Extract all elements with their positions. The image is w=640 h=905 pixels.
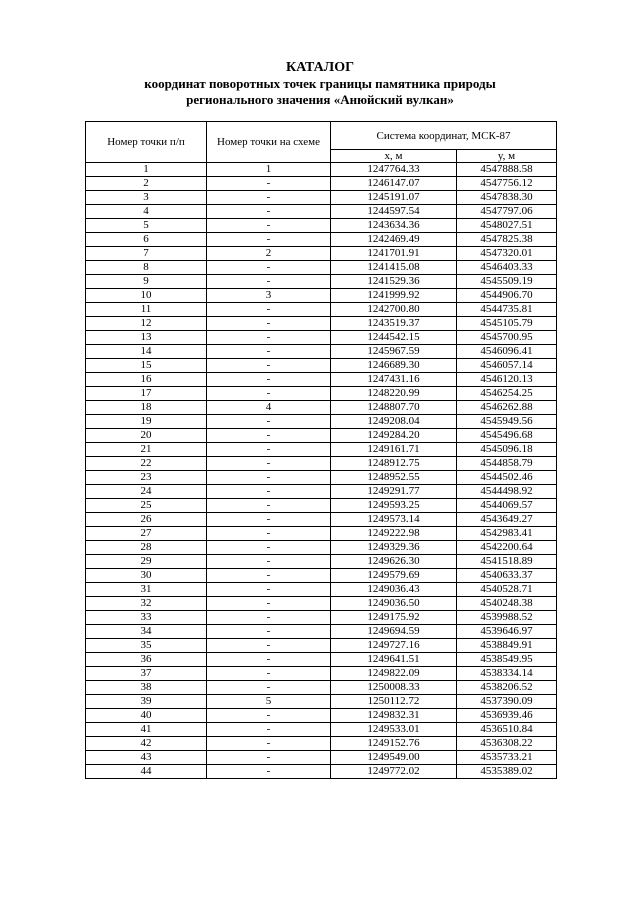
table-row: [86, 513, 557, 527]
cell-scheme-number: -: [207, 499, 331, 513]
table-row: [86, 163, 557, 177]
table-row: [86, 723, 557, 737]
cell-y: 4541518.89: [457, 555, 557, 569]
cell-x: 1241529.36: [331, 275, 457, 289]
cell-scheme-number: -: [207, 667, 331, 681]
cell-scheme-number: -: [207, 681, 331, 695]
cell-point-number: 25: [86, 499, 207, 513]
cell-x: 1246689.30: [331, 359, 457, 373]
cell-x: 1242700.80: [331, 303, 457, 317]
cell-y: 4545700.95: [457, 331, 557, 345]
table-row: [86, 457, 557, 471]
cell-point-number: 32: [86, 597, 207, 611]
cell-x: 1249036.43: [331, 583, 457, 597]
cell-x: 1249573.14: [331, 513, 457, 527]
table-header-row: [86, 122, 557, 150]
cell-point-number: 37: [86, 667, 207, 681]
cell-point-number: 5: [86, 219, 207, 233]
cell-x: 1249329.36: [331, 541, 457, 555]
cell-point-number: 27: [86, 527, 207, 541]
cell-y: 4544498.92: [457, 485, 557, 499]
cell-scheme-number: -: [207, 471, 331, 485]
cell-x: 1241999.92: [331, 289, 457, 303]
cell-y: 4544735.81: [457, 303, 557, 317]
table-row: [86, 471, 557, 485]
cell-x: 1249579.69: [331, 569, 457, 583]
cell-x: 1244542.15: [331, 331, 457, 345]
table-row: [86, 751, 557, 765]
cell-scheme-number: -: [207, 359, 331, 373]
cell-scheme-number: -: [207, 275, 331, 289]
cell-y: 4545949.56: [457, 415, 557, 429]
cell-point-number: 41: [86, 723, 207, 737]
cell-y: 4536510.84: [457, 723, 557, 737]
table-row: [86, 555, 557, 569]
cell-x: 1247764.33: [331, 163, 457, 177]
table-row: [86, 275, 557, 289]
cell-x: 1248220.99: [331, 387, 457, 401]
cell-scheme-number: -: [207, 387, 331, 401]
cell-y: 4535389.02: [457, 765, 557, 779]
cell-scheme-number: -: [207, 653, 331, 667]
table-row: [86, 681, 557, 695]
cell-x: 1249641.51: [331, 653, 457, 667]
cell-y: 4537390.09: [457, 695, 557, 709]
table-row: [86, 709, 557, 723]
cell-point-number: 21: [86, 443, 207, 457]
cell-scheme-number: 2: [207, 247, 331, 261]
cell-point-number: 36: [86, 653, 207, 667]
cell-point-number: 20: [86, 429, 207, 443]
cell-point-number: 12: [86, 317, 207, 331]
cell-scheme-number: -: [207, 317, 331, 331]
cell-scheme-number: -: [207, 625, 331, 639]
table-row: [86, 611, 557, 625]
cell-x: 1249291.77: [331, 485, 457, 499]
cell-point-number: 31: [86, 583, 207, 597]
table-row: [86, 303, 557, 317]
cell-point-number: 16: [86, 373, 207, 387]
cell-scheme-number: -: [207, 583, 331, 597]
cell-x: 1244597.54: [331, 205, 457, 219]
cell-point-number: 14: [86, 345, 207, 359]
table-row: [86, 527, 557, 541]
cell-y: 4545096.18: [457, 443, 557, 457]
cell-point-number: 26: [86, 513, 207, 527]
cell-scheme-number: -: [207, 303, 331, 317]
header-x: x, м: [331, 150, 457, 163]
cell-x: 1249549.00: [331, 751, 457, 765]
cell-x: 1242469.49: [331, 233, 457, 247]
table-row: [86, 737, 557, 751]
cell-y: 4545496.68: [457, 429, 557, 443]
cell-scheme-number: -: [207, 205, 331, 219]
cell-point-number: 43: [86, 751, 207, 765]
cell-y: 4546057.14: [457, 359, 557, 373]
cell-y: 4546120.13: [457, 373, 557, 387]
cell-scheme-number: -: [207, 541, 331, 555]
cell-scheme-number: -: [207, 527, 331, 541]
cell-scheme-number: -: [207, 191, 331, 205]
table-row: [86, 401, 557, 415]
cell-x: 1249208.04: [331, 415, 457, 429]
cell-point-number: 29: [86, 555, 207, 569]
table-row: [86, 359, 557, 373]
table-row: [86, 415, 557, 429]
table-row: [86, 261, 557, 275]
cell-point-number: 33: [86, 611, 207, 625]
cell-y: 4544906.70: [457, 289, 557, 303]
cell-x: 1249822.09: [331, 667, 457, 681]
cell-x: 1249284.20: [331, 429, 457, 443]
cell-y: 4545509.19: [457, 275, 557, 289]
header-y: y, м: [457, 150, 557, 163]
cell-point-number: 15: [86, 359, 207, 373]
cell-y: 4538549.95: [457, 653, 557, 667]
cell-point-number: 39: [86, 695, 207, 709]
cell-y: 4536939.46: [457, 709, 557, 723]
heading-subtitle-line-1: координат поворотных точек границы памятника природы: [144, 76, 496, 91]
table-row: [86, 289, 557, 303]
table-row: [86, 177, 557, 191]
cell-scheme-number: -: [207, 555, 331, 569]
cell-y: 4540248.38: [457, 597, 557, 611]
cell-x: 1241701.91: [331, 247, 457, 261]
cell-point-number: 4: [86, 205, 207, 219]
cell-x: 1249593.25: [331, 499, 457, 513]
cell-y: 4546254.25: [457, 387, 557, 401]
cell-y: 4544858.79: [457, 457, 557, 471]
cell-point-number: 9: [86, 275, 207, 289]
cell-point-number: 30: [86, 569, 207, 583]
cell-scheme-number: 1: [207, 163, 331, 177]
cell-point-number: 17: [86, 387, 207, 401]
cell-y: 4542200.64: [457, 541, 557, 555]
cell-y: 4545105.79: [457, 317, 557, 331]
cell-y: 4546096.41: [457, 345, 557, 359]
cell-y: 4547838.30: [457, 191, 557, 205]
cell-x: 1249772.02: [331, 765, 457, 779]
header-coordinate-system: Система координат, МСК-87: [331, 122, 557, 150]
cell-x: 1247431.16: [331, 373, 457, 387]
table-row: [86, 205, 557, 219]
cell-point-number: 13: [86, 331, 207, 345]
cell-scheme-number: 3: [207, 289, 331, 303]
table-row: [86, 345, 557, 359]
table-row: [86, 639, 557, 653]
table-row: [86, 429, 557, 443]
cell-x: 1245191.07: [331, 191, 457, 205]
table-row: [86, 667, 557, 681]
cell-point-number: 18: [86, 401, 207, 415]
cell-y: 4538849.91: [457, 639, 557, 653]
table-row: [86, 625, 557, 639]
cell-x: 1249727.16: [331, 639, 457, 653]
cell-scheme-number: 5: [207, 695, 331, 709]
cell-scheme-number: -: [207, 219, 331, 233]
cell-x: 1245967.59: [331, 345, 457, 359]
cell-point-number: 34: [86, 625, 207, 639]
table-row: [86, 443, 557, 457]
cell-scheme-number: -: [207, 415, 331, 429]
cell-scheme-number: -: [207, 709, 331, 723]
header-scheme-number: Номер точки на схеме: [207, 122, 331, 163]
table-row: [86, 765, 557, 779]
cell-y: 4547756.12: [457, 177, 557, 191]
cell-x: 1241415.08: [331, 261, 457, 275]
table-row: [86, 583, 557, 597]
cell-x: 1249175.92: [331, 611, 457, 625]
table-row: [86, 219, 557, 233]
cell-x: 1243634.36: [331, 219, 457, 233]
table-row: [86, 331, 557, 345]
cell-x: 1249832.31: [331, 709, 457, 723]
table-row: [86, 317, 557, 331]
table-row: [86, 387, 557, 401]
cell-x: 1250008.33: [331, 681, 457, 695]
cell-x: 1249152.76: [331, 737, 457, 751]
cell-y: 4546403.33: [457, 261, 557, 275]
cell-scheme-number: -: [207, 513, 331, 527]
cell-point-number: 38: [86, 681, 207, 695]
cell-point-number: 8: [86, 261, 207, 275]
cell-point-number: 40: [86, 709, 207, 723]
catalog-heading: [0, 60, 640, 108]
cell-x: 1248912.75: [331, 457, 457, 471]
table-body: [86, 163, 557, 779]
cell-y: 4539988.52: [457, 611, 557, 625]
cell-scheme-number: -: [207, 429, 331, 443]
cell-point-number: 2: [86, 177, 207, 191]
cell-point-number: 11: [86, 303, 207, 317]
cell-x: 1249161.71: [331, 443, 457, 457]
cell-scheme-number: -: [207, 233, 331, 247]
table-row: [86, 499, 557, 513]
cell-point-number: 24: [86, 485, 207, 499]
cell-scheme-number: -: [207, 569, 331, 583]
cell-y: 4538334.14: [457, 667, 557, 681]
cell-x: 1249036.50: [331, 597, 457, 611]
cell-scheme-number: -: [207, 611, 331, 625]
table-row: [86, 247, 557, 261]
cell-x: 1249533.01: [331, 723, 457, 737]
table-row: [86, 695, 557, 709]
cell-point-number: 23: [86, 471, 207, 485]
cell-scheme-number: -: [207, 751, 331, 765]
cell-point-number: 10: [86, 289, 207, 303]
cell-x: 1249626.30: [331, 555, 457, 569]
cell-x: 1243519.37: [331, 317, 457, 331]
cell-scheme-number: 4: [207, 401, 331, 415]
cell-scheme-number: -: [207, 443, 331, 457]
cell-y: 4539646.97: [457, 625, 557, 639]
cell-point-number: 28: [86, 541, 207, 555]
cell-y: 4543649.27: [457, 513, 557, 527]
heading-subtitle-line-2: регионального значения «Анюйский вулкан»: [186, 92, 454, 107]
cell-scheme-number: -: [207, 457, 331, 471]
cell-x: 1248952.55: [331, 471, 457, 485]
table-row: [86, 233, 557, 247]
cell-scheme-number: -: [207, 485, 331, 499]
cell-scheme-number: -: [207, 597, 331, 611]
cell-point-number: 1: [86, 163, 207, 177]
cell-x: 1248807.70: [331, 401, 457, 415]
cell-scheme-number: -: [207, 723, 331, 737]
table-row: [86, 541, 557, 555]
cell-y: 4542983.41: [457, 527, 557, 541]
cell-y: 4547825.38: [457, 233, 557, 247]
cell-scheme-number: -: [207, 331, 331, 345]
cell-scheme-number: -: [207, 261, 331, 275]
table-row: [86, 191, 557, 205]
cell-y: 4544069.57: [457, 499, 557, 513]
cell-point-number: 44: [86, 765, 207, 779]
cell-x: 1246147.07: [331, 177, 457, 191]
cell-scheme-number: -: [207, 639, 331, 653]
cell-y: 4538206.52: [457, 681, 557, 695]
cell-y: 4547888.58: [457, 163, 557, 177]
cell-point-number: 3: [86, 191, 207, 205]
cell-y: 4540633.37: [457, 569, 557, 583]
cell-x: 1249222.98: [331, 527, 457, 541]
cell-x: 1250112.72: [331, 695, 457, 709]
heading-title: КАТАЛОГ: [285, 60, 354, 75]
cell-scheme-number: -: [207, 345, 331, 359]
cell-y: 4540528.71: [457, 583, 557, 597]
cell-y: 4547797.06: [457, 205, 557, 219]
cell-y: 4535733.21: [457, 751, 557, 765]
table-row: [86, 569, 557, 583]
cell-point-number: 42: [86, 737, 207, 751]
cell-point-number: 19: [86, 415, 207, 429]
cell-point-number: 7: [86, 247, 207, 261]
header-point-number: Номер точки п/п: [86, 122, 207, 163]
table-row: [86, 597, 557, 611]
cell-y: 4546262.88: [457, 401, 557, 415]
cell-y: 4536308.22: [457, 737, 557, 751]
table-row: [86, 373, 557, 387]
cell-x: 1249694.59: [331, 625, 457, 639]
coordinates-table: [85, 121, 557, 779]
cell-point-number: 22: [86, 457, 207, 471]
table-row: [86, 653, 557, 667]
cell-y: 4544502.46: [457, 471, 557, 485]
cell-y: 4547320.01: [457, 247, 557, 261]
table-row: [86, 485, 557, 499]
cell-scheme-number: -: [207, 177, 331, 191]
cell-point-number: 35: [86, 639, 207, 653]
cell-scheme-number: -: [207, 737, 331, 751]
cell-scheme-number: -: [207, 373, 331, 387]
cell-y: 4548027.51: [457, 219, 557, 233]
cell-scheme-number: -: [207, 765, 331, 779]
cell-point-number: 6: [86, 233, 207, 247]
